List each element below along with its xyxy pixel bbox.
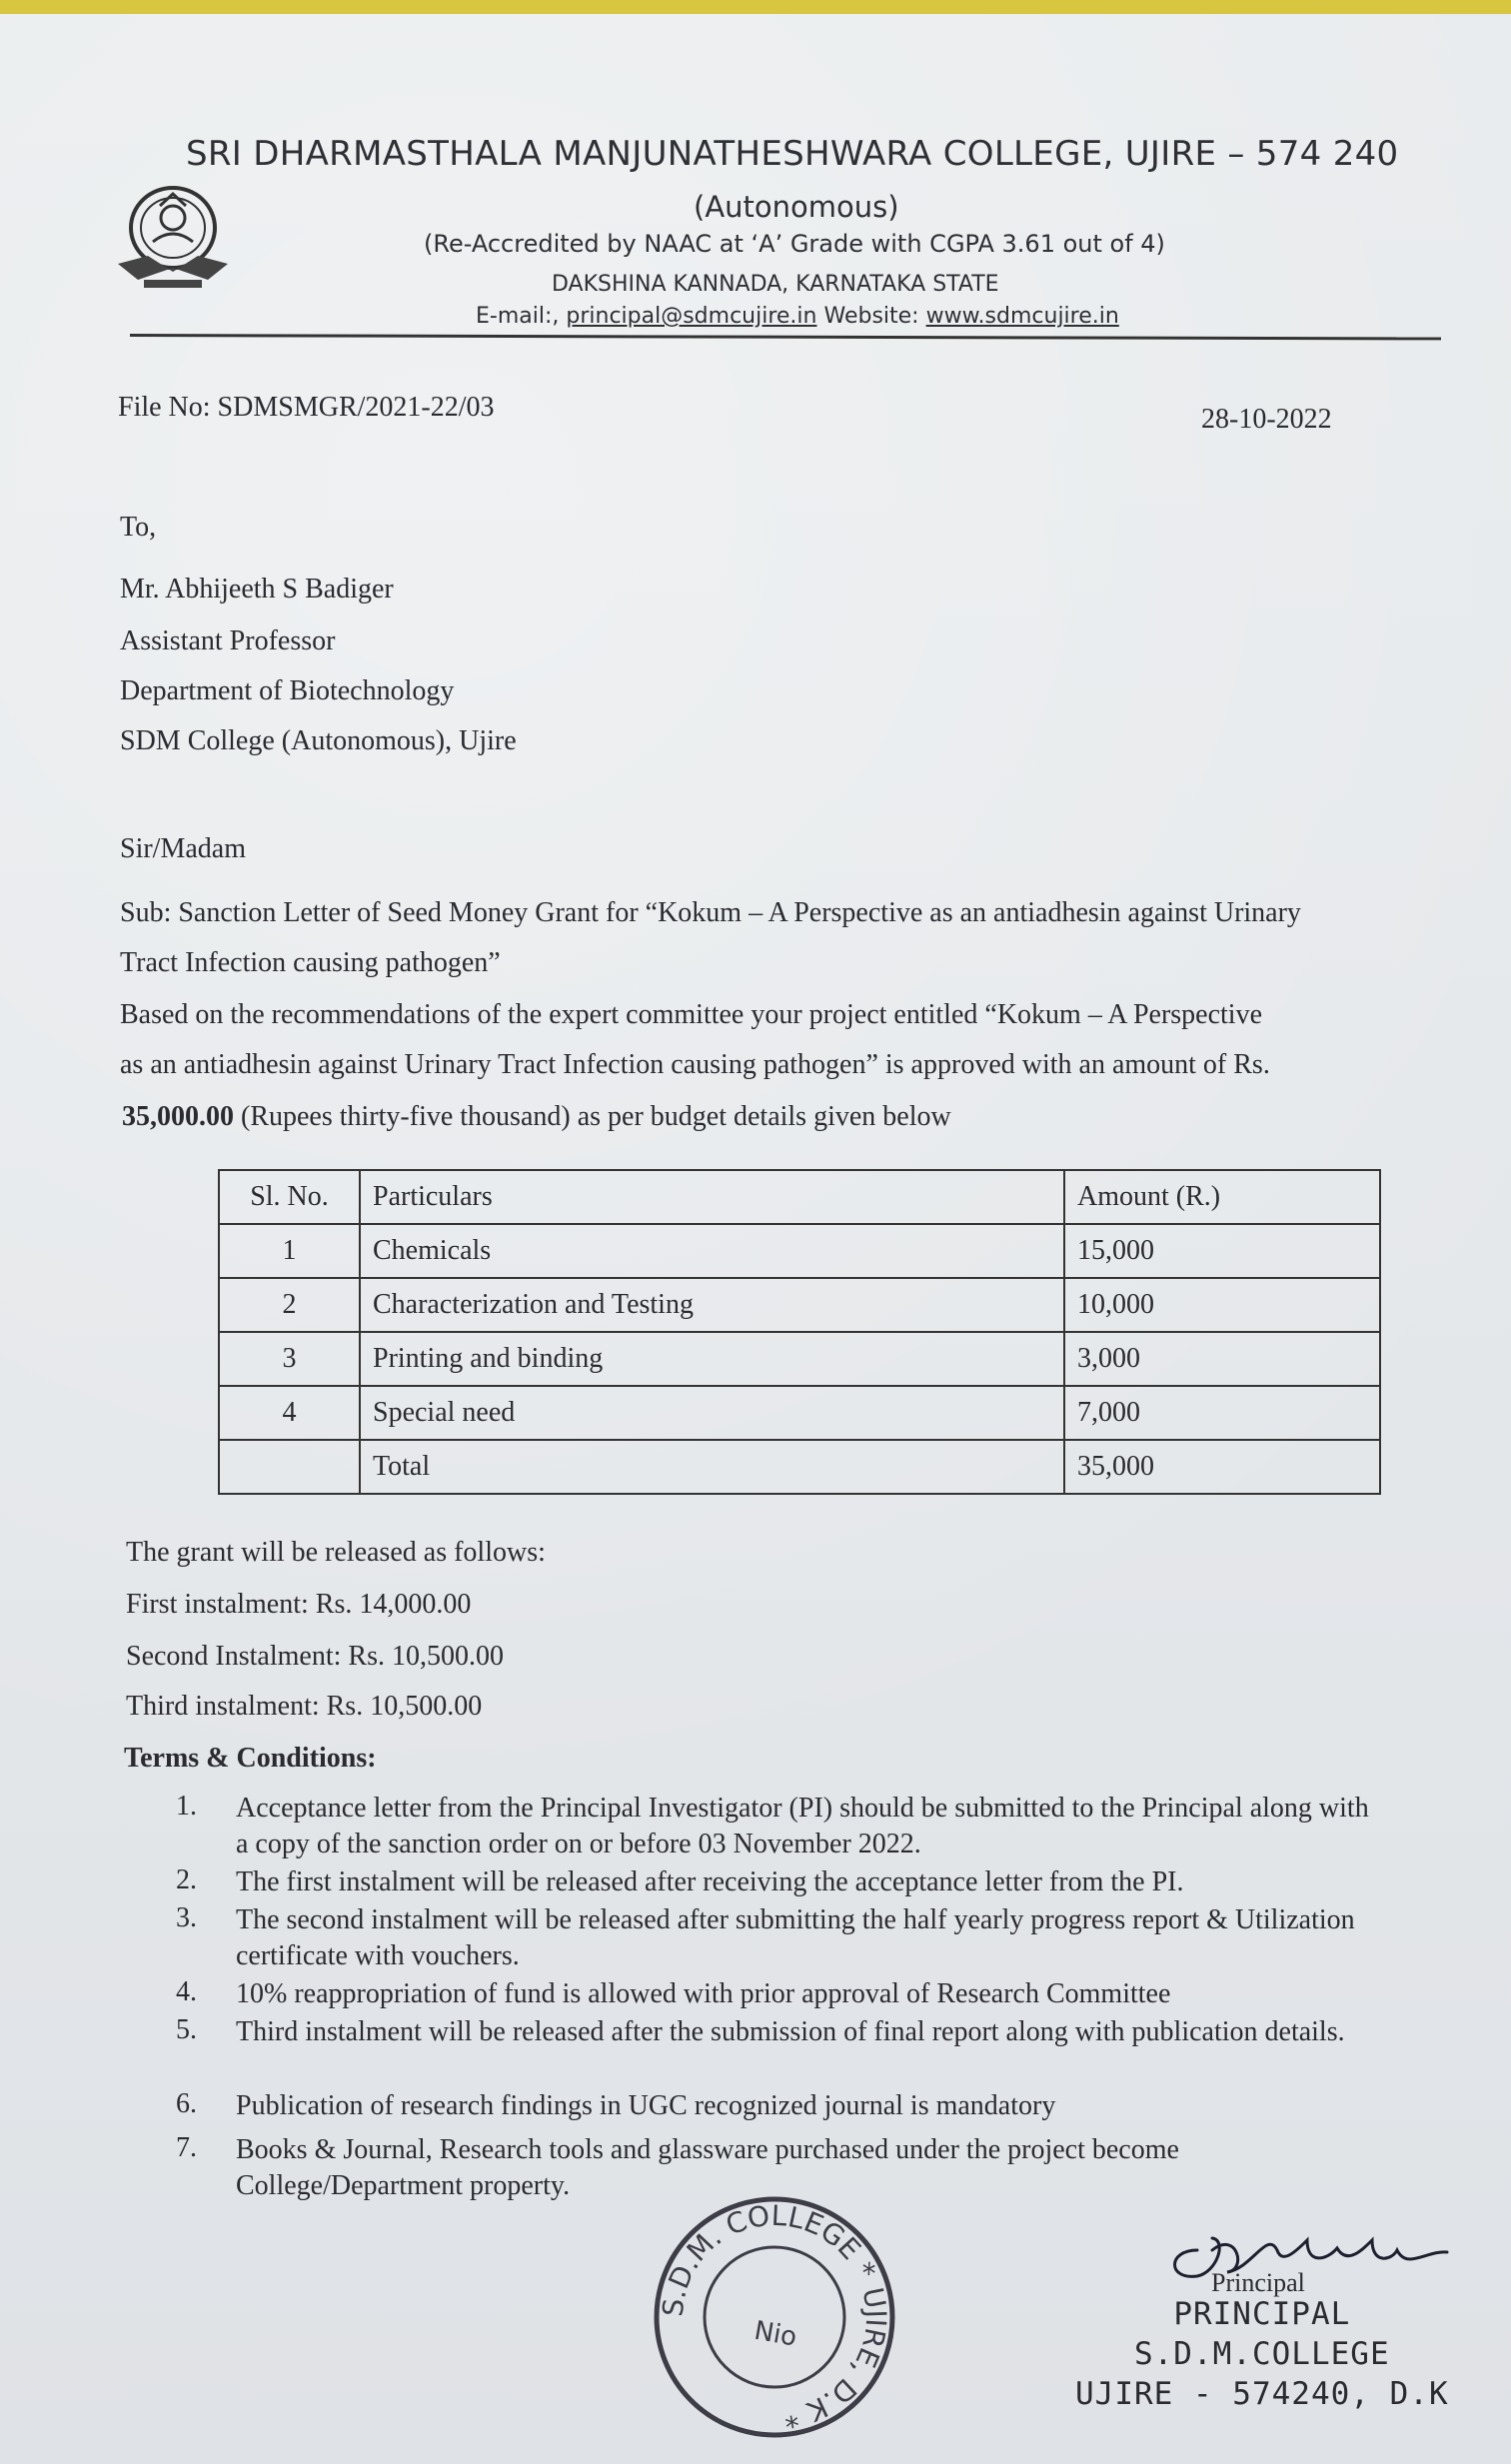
- website-label: Website:: [816, 304, 926, 329]
- cell-total-label: Total: [360, 1440, 1064, 1494]
- table-row: [219, 1224, 1380, 1278]
- cell-amount: 3,000: [1064, 1332, 1380, 1386]
- terms-item-text: The second instalment will be released after submitting the half yearly progress report & Utilization certificate with vouchers.: [236, 1904, 1355, 1971]
- terms-item-text: Third instalment will be released after the submission of final report along with publication details.: [236, 2016, 1345, 2047]
- cell-sl-no: [219, 1440, 360, 1494]
- principal-label: Principal: [1211, 2268, 1305, 2297]
- letter-date: 28-10-2022: [1201, 404, 1332, 435]
- recipient-institution: SDM College (Autonomous), Ujire: [120, 725, 517, 756]
- seal-center-text: Nio: [752, 2315, 799, 2353]
- recipient-department: Department of Biotechnology: [120, 675, 455, 706]
- table-total-row: [219, 1440, 1380, 1494]
- release-intro: The grant will be released as follows:: [126, 1537, 546, 1568]
- terms-heading: Terms & Conditions:: [124, 1743, 377, 1774]
- cell-amount: 7,000: [1064, 1386, 1380, 1440]
- terms-item-text: Publication of research findings in UGC recognized journal is mandatory: [236, 2090, 1056, 2121]
- terms-item-number: 1.: [176, 1791, 197, 1822]
- principal-stamp: [1075, 2294, 1449, 2414]
- cell-sl-no: 2: [219, 1278, 360, 1332]
- terms-item-number: 5.: [176, 2014, 197, 2045]
- body-line-1: Based on the recommendations of the expert committee your project entitled “Kokum – A Perspective: [120, 999, 1263, 1030]
- cell-particulars: Chemicals: [360, 1224, 1064, 1278]
- contact-line: [476, 304, 1119, 329]
- subject-line-2: Tract Infection causing pathogen”: [120, 947, 501, 978]
- terms-item-text: Acceptance letter from the Principal Investigator (PI) should be submitted to the Principal along with a copy of the sanction order on or before 03 November 2022.: [236, 1793, 1369, 1859]
- email-link[interactable]: principal@sdmcujire.in: [566, 304, 817, 329]
- website-link[interactable]: www.sdmcujire.in: [925, 304, 1119, 329]
- terms-item-number: 3.: [176, 1902, 197, 1933]
- third-instalment: Third instalment: Rs. 10,500.00: [126, 1691, 483, 1722]
- table-row: [219, 1278, 1380, 1332]
- college-emblem-icon: [108, 176, 238, 294]
- recipient-name: Mr. Abhijeeth S Badiger: [120, 574, 394, 605]
- first-instalment: First instalment: Rs. 14,000.00: [126, 1589, 472, 1620]
- college-name: SRI DHARMASTHALA MANJUNATHESHWARA COLLEGE, UJIRE – 574 240: [186, 134, 1399, 174]
- table-header-row: [219, 1170, 1380, 1224]
- header-divider: [130, 334, 1441, 340]
- body-line-2: as an antiadhesin against Urinary Tract Infection causing pathogen” is approved with an amount of Rs.: [120, 1049, 1270, 1080]
- principal-stamp-college: S.D.M.COLLEGE: [1133, 2336, 1390, 2372]
- accreditation-line: (Re-Accredited by NAAC at ‘A’ Grade with CGPA 3.61 out of 4): [424, 230, 1165, 258]
- college-seal-stamp: [650, 2192, 899, 2442]
- location-line: DAKSHINA KANNADA, KARNATAKA STATE: [552, 272, 999, 297]
- recipient-designation: Assistant Professor: [120, 625, 336, 656]
- budget-table: [218, 1169, 1381, 1495]
- autonomous-label: (Autonomous): [694, 190, 899, 224]
- second-instalment: Second Instalment: Rs. 10,500.00: [126, 1641, 504, 1672]
- terms-item-text: The first instalment will be released after receiving the acceptance letter from the PI.: [236, 1866, 1184, 1897]
- terms-item-text: Books & Journal, Research tools and glassware purchased under the project become College/Department property.: [236, 2134, 1179, 2201]
- table-row: [219, 1332, 1380, 1386]
- cell-amount: 15,000: [1064, 1224, 1380, 1278]
- seal-ring-textpath: S.D.M. COLLEGE * UJIRE, D.K *: [656, 2198, 893, 2435]
- cell-sl-no: 1: [219, 1224, 360, 1278]
- subject-line-1: Sub: Sanction Letter of Seed Money Grant for “Kokum – A Perspective as an antiadhesin against Urinary: [120, 897, 1301, 928]
- principal-signature: [1157, 2210, 1457, 2290]
- header-amount: Amount (R.): [1064, 1170, 1380, 1224]
- terms-item-number: 2.: [176, 1864, 197, 1895]
- cell-particulars: Characterization and Testing: [360, 1278, 1064, 1332]
- terms-item-text: 10% reappropriation of fund is allowed with prior approval of Research Committee: [236, 1978, 1171, 2009]
- cell-particulars: Printing and binding: [360, 1332, 1064, 1386]
- email-label: E-mail:,: [476, 304, 567, 329]
- principal-stamp-title: PRINCIPAL: [1173, 2296, 1351, 2332]
- cell-sl-no: 3: [219, 1332, 360, 1386]
- terms-item-number: 6.: [176, 2088, 197, 2119]
- body-line-3: [122, 1101, 951, 1133]
- cell-particulars: Special need: [360, 1386, 1064, 1440]
- table-row: [219, 1386, 1380, 1440]
- body-line-3-rest: (Rupees thirty-five thousand) as per budget details given below: [234, 1101, 951, 1132]
- cell-amount: 10,000: [1064, 1278, 1380, 1332]
- cell-sl-no: 4: [219, 1386, 360, 1440]
- salutation: Sir/Madam: [120, 833, 246, 864]
- header-particulars: Particulars: [360, 1170, 1064, 1224]
- terms-item-number: 7.: [176, 2132, 197, 2163]
- top-edge-strip: [0, 0, 1511, 14]
- header-sl-no: Sl. No.: [219, 1170, 360, 1224]
- terms-item-number: 4.: [176, 1976, 197, 2007]
- principal-stamp-address: UJIRE - 574240, D.K: [1075, 2376, 1449, 2412]
- sanction-amount: 35,000.00: [122, 1101, 234, 1132]
- cell-total-amount: 35,000: [1064, 1440, 1380, 1494]
- to-label: To,: [120, 512, 157, 543]
- file-number: File No: SDMSMGR/2021-22/03: [118, 392, 495, 423]
